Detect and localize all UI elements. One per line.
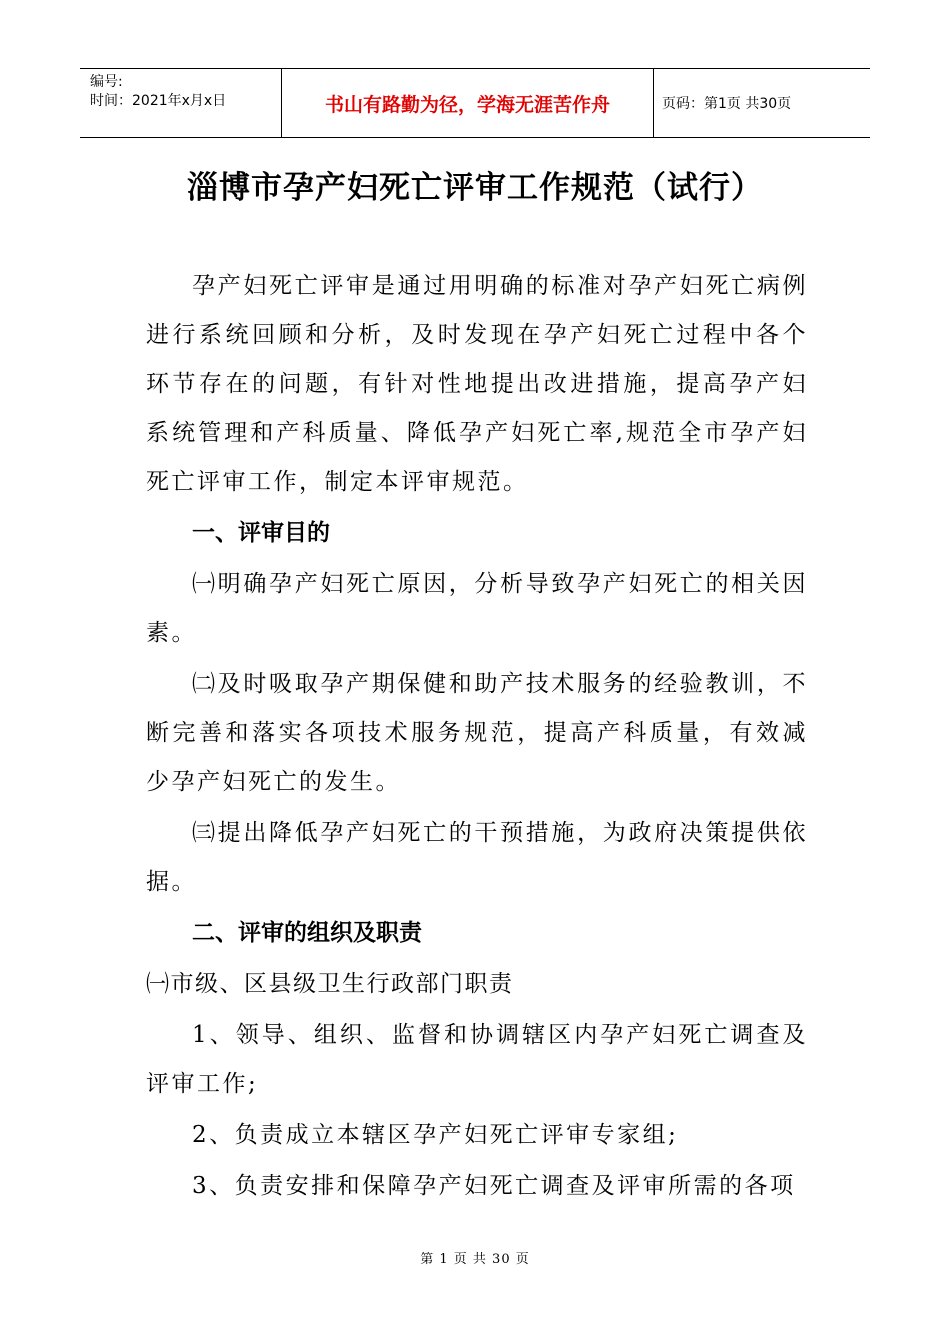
- document-number-label: 编号:: [90, 74, 123, 90]
- section-heading-purpose: 一、评审目的: [192, 520, 330, 546]
- purpose-item: ㈡及时吸取孕产期保健和助产技术服务的经验教训，不断完善和落实各项技术服务规范，提高产科质量，有效减少孕产妇死亡的发生。: [146, 671, 808, 795]
- duty-item: 3、负责安排和保障孕产妇死亡调查及评审所需的各项: [192, 1173, 796, 1199]
- duty-item: 2、负责成立本辖区孕产妇死亡评审专家组;: [192, 1122, 679, 1148]
- purpose-item: ㈠明确孕产妇死亡原因，分析导致孕产妇死亡的相关因素。: [146, 571, 808, 646]
- document-title: 淄博市孕产妇死亡评审工作规范（试行）: [187, 170, 763, 206]
- header-meta: [80, 69, 281, 137]
- intro-paragraph: 孕产妇死亡评审是通过用明确的标准对孕产妇死亡病例进行系统回顾和分析，及时发现在孕产妇死亡过程中各个环节存在的问题，有针对性地提出改进措施，提高孕产妇系统管理和产科质量、降低孕产妇死亡率,规范全市孕产妇死亡评审工作，制定本评审规范。: [146, 273, 808, 495]
- duty-item: 1、领导、组织、监督和协调辖区内孕产妇死亡调查及评审工作;: [146, 1022, 808, 1097]
- header-page-info: 页码：第1页 共30页: [662, 96, 792, 112]
- purpose-item: ㈢提出降低孕产妇死亡的干预措施，为政府决策提供依据。: [146, 820, 808, 895]
- document-time-label: 时间：2021年x月x日: [90, 93, 227, 109]
- section-heading-organization: 二、评审的组织及职责: [192, 920, 422, 946]
- document-body: [146, 262, 808, 1213]
- page-footer: 第 1 页 共 30 页: [420, 1252, 530, 1267]
- subsection-heading: ㈠市级、区县级卫生行政部门职责: [146, 971, 514, 997]
- header-motto: 书山有路勤为径，学海无涯苦作舟: [281, 69, 654, 137]
- page-header: [80, 68, 870, 138]
